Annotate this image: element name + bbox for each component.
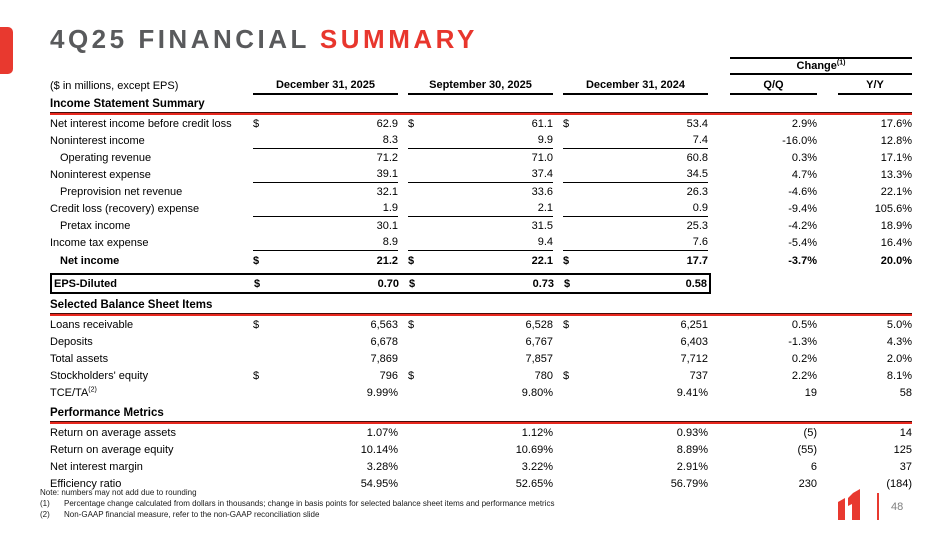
footnote-ref: (2) <box>88 385 97 393</box>
table-row <box>50 132 912 149</box>
cell-value: 8.89% <box>676 443 708 456</box>
cell-value: 7.6 <box>692 236 708 248</box>
row-label: Return on average equity <box>50 443 174 456</box>
column-header-qq: Q/Q <box>730 79 817 95</box>
cell-qq: 0.2% <box>791 352 817 365</box>
cell-yy: 20.0% <box>880 254 912 267</box>
row-label: Total assets <box>50 352 109 365</box>
cell-yy: (184) <box>886 477 912 490</box>
row-label: Stockholders' equity <box>50 369 149 382</box>
cell-value: 7,857 <box>525 352 553 365</box>
cell-value: 52.65% <box>515 477 553 490</box>
table-row <box>50 217 912 234</box>
cell-qq: 19 <box>804 386 817 399</box>
row-label: Preprovision net revenue <box>60 185 183 198</box>
cell-qq: -9.4% <box>788 202 817 215</box>
cell-value: 62.9 <box>376 117 398 130</box>
footnote-2 <box>40 509 555 520</box>
dollar-sign: $ <box>253 318 260 331</box>
cell-yy: 105.6% <box>874 202 912 215</box>
cell-qq: -16.0% <box>782 134 817 147</box>
cell-value: 37.4 <box>531 168 553 180</box>
dollar-sign: $ <box>563 369 570 382</box>
table-row-net-income <box>50 251 912 270</box>
dollar-sign: $ <box>254 277 261 290</box>
cell-value: 2.1 <box>537 202 553 214</box>
cell-value: 25.3 <box>686 219 708 232</box>
cell-qq: -4.2% <box>788 219 817 232</box>
footnote-text: Non-GAAP financial measure, refer to the non-GAAP reconciliation slide <box>64 510 320 519</box>
cell-value: 6,767 <box>525 335 553 348</box>
table-row <box>50 115 912 132</box>
table-row <box>50 333 912 350</box>
table-row <box>50 350 912 367</box>
column-header-yy: Y/Y <box>838 79 912 95</box>
cell-value: 21.2 <box>376 254 398 267</box>
cell-value: 9.9 <box>537 134 553 146</box>
cell-value: 34.5 <box>686 168 708 180</box>
cell-value: 60.8 <box>686 151 708 164</box>
cell-value: 0.70 <box>377 277 399 290</box>
cell-value: 1.12% <box>521 426 553 439</box>
cell-value: 10.69% <box>515 443 553 456</box>
section-performance-metrics <box>50 406 912 424</box>
page-number: 48 <box>891 501 904 513</box>
column-header-dec-2025: December 31, 2025 <box>253 79 398 95</box>
cell-yy: 5.0% <box>886 318 912 331</box>
table-row-eps-diluted <box>50 273 912 294</box>
table-row <box>50 200 912 217</box>
cell-value: 17.7 <box>686 254 708 267</box>
cell-value: 26.3 <box>686 185 708 198</box>
page-title <box>50 24 478 55</box>
cell-value: 0.93% <box>676 426 708 439</box>
units-note: ($ in millions, except EPS) <box>50 80 179 92</box>
cell-yy: 125 <box>893 443 912 456</box>
row-label: Return on average assets <box>50 426 176 439</box>
row-label: Operating revenue <box>60 151 152 164</box>
dollar-sign: $ <box>563 254 570 267</box>
cell-yy: 17.6% <box>880 117 912 130</box>
cell-yy: 4.3% <box>886 335 912 348</box>
cell-value: 61.1 <box>531 117 553 130</box>
cell-yy: 12.8% <box>880 134 912 147</box>
table-row <box>50 424 912 441</box>
cell-qq: 2.9% <box>791 117 817 130</box>
dollar-sign: $ <box>253 369 260 382</box>
section-title: Income Statement Summary <box>50 98 205 110</box>
cell-value: 0.58 <box>685 277 707 290</box>
cell-qq: 6 <box>810 460 817 473</box>
dollar-sign: $ <box>408 369 415 382</box>
page-title-red: SUMMARY <box>319 24 478 54</box>
table-row <box>50 149 912 166</box>
financial-summary-table <box>50 57 912 492</box>
dollar-sign: $ <box>408 254 415 267</box>
cell-value: 0.73 <box>532 277 554 290</box>
cell-value: 1.9 <box>382 202 398 214</box>
cell-qq: -4.6% <box>788 185 817 198</box>
cell-qq: 230 <box>798 477 817 490</box>
row-label: Net income <box>60 254 120 267</box>
cell-qq: 4.7% <box>791 168 817 181</box>
footer-divider <box>877 493 879 520</box>
column-header-sep-2025: September 30, 2025 <box>408 79 553 95</box>
table-row <box>50 316 912 333</box>
cell-value: 1.07% <box>366 426 398 439</box>
cell-value: 53.4 <box>686 117 708 130</box>
cell-qq: 0.3% <box>791 151 817 164</box>
table-row <box>50 183 912 200</box>
row-label: Credit loss (recovery) expense <box>50 202 200 215</box>
cell-yy: 17.1% <box>880 151 912 164</box>
cell-value: 30.1 <box>376 219 398 232</box>
cell-value: 32.1 <box>376 185 398 198</box>
cell-value: 7.4 <box>692 134 708 146</box>
cell-value: 8.9 <box>382 236 398 248</box>
change-header-row <box>50 57 912 75</box>
change-column-group-header <box>730 57 912 75</box>
cell-value: 6,678 <box>370 335 398 348</box>
cell-yy: 2.0% <box>886 352 912 365</box>
dollar-sign: $ <box>563 117 570 130</box>
slide-accent-tab <box>0 27 13 74</box>
cell-yy: 37 <box>899 460 912 473</box>
cell-yy: 13.3% <box>880 168 912 181</box>
row-label: Pretax income <box>60 219 131 232</box>
cell-value: 796 <box>379 369 398 382</box>
cell-value: 9.99% <box>366 386 398 399</box>
row-label: Noninterest expense <box>50 168 151 181</box>
footnote-text: Percentage change calculated from dollars in thousands; change in basis points for selected balance sheet items and performance metrics <box>64 499 555 508</box>
cell-value: 6,563 <box>370 318 398 331</box>
cell-value: 56.79% <box>670 477 708 490</box>
dollar-sign: $ <box>409 277 416 290</box>
footnote-number: (2) <box>40 510 50 519</box>
row-label: Deposits <box>50 335 93 348</box>
dollar-sign: $ <box>253 254 260 267</box>
footnotes <box>40 487 555 520</box>
column-header-row <box>50 75 912 95</box>
cell-yy: 14 <box>899 426 912 439</box>
cell-yy: 22.1% <box>880 185 912 198</box>
cell-value: 22.1 <box>531 254 553 267</box>
cell-value: 7,869 <box>370 352 398 365</box>
dollar-sign: $ <box>253 117 260 130</box>
dollar-sign: $ <box>408 318 415 331</box>
cell-yy: 8.1% <box>886 369 912 382</box>
company-logo-mark <box>838 489 871 525</box>
row-label: Net interest margin <box>50 460 143 473</box>
cell-qq: (5) <box>803 426 817 439</box>
row-label: Noninterest income <box>50 134 145 147</box>
cell-value: 8.3 <box>382 134 398 146</box>
cell-value: 780 <box>534 369 553 382</box>
dollar-sign: $ <box>408 117 415 130</box>
cell-yy: 16.4% <box>880 236 912 249</box>
change-label: Change <box>796 60 837 72</box>
dollar-sign: $ <box>563 318 570 331</box>
section-balance-sheet <box>50 298 912 316</box>
cell-qq: (55) <box>797 443 817 456</box>
cell-qq: -1.3% <box>788 335 817 348</box>
footnote-number: (1) <box>40 499 50 508</box>
cell-value: 9.80% <box>521 386 553 399</box>
page-title-gray: 4Q25 FINANCIAL <box>50 24 310 54</box>
column-header-dec-2024: December 31, 2024 <box>563 79 708 95</box>
row-label: Efficiency ratio <box>50 477 122 490</box>
row-label: Income tax expense <box>50 236 149 249</box>
cell-value: 6,528 <box>525 318 553 331</box>
table-row <box>50 166 912 183</box>
table-row <box>50 234 912 251</box>
cell-qq: 2.2% <box>791 369 817 382</box>
cell-yy: 58 <box>899 386 912 399</box>
cell-qq: -5.4% <box>788 236 817 249</box>
rounding-note: Note: numbers may not add due to rounding <box>40 488 197 497</box>
table-row <box>50 367 912 384</box>
cell-value: 9.41% <box>676 386 708 399</box>
eps-box <box>50 273 711 294</box>
cell-qq: 0.5% <box>791 318 817 331</box>
section-income-statement <box>50 97 912 115</box>
cell-value: 71.2 <box>376 151 398 164</box>
row-label: Loans receivable <box>50 318 134 331</box>
cell-yy: 18.9% <box>880 219 912 232</box>
cell-value: 7,712 <box>680 352 708 365</box>
cell-value: 31.5 <box>531 219 553 232</box>
cell-value: 737 <box>689 369 708 382</box>
row-label: EPS-Diluted <box>54 277 117 290</box>
cell-value: 71.0 <box>531 151 553 164</box>
cell-value: 3.28% <box>366 460 398 473</box>
cell-value: 9.4 <box>537 236 553 248</box>
change-footnote-ref: (1) <box>836 59 846 67</box>
cell-value: 6,403 <box>680 335 708 348</box>
section-title: Performance Metrics <box>50 407 164 419</box>
cell-value: 3.22% <box>521 460 553 473</box>
cell-qq: -3.7% <box>788 254 817 267</box>
table-row <box>50 458 912 475</box>
row-label: Net interest income before credit loss <box>50 117 232 130</box>
cell-value: 39.1 <box>376 168 398 180</box>
cell-value: 54.95% <box>360 477 398 490</box>
row-label: TCE/TA$^{(2)}$ <box>50 385 97 399</box>
table-row <box>50 384 912 401</box>
table-row <box>50 441 912 458</box>
footnote-1 <box>40 498 555 509</box>
section-title: Selected Balance Sheet Items <box>50 299 213 311</box>
cell-value: 33.6 <box>531 185 553 198</box>
cell-value: 10.14% <box>360 443 398 456</box>
dollar-sign: $ <box>564 277 571 290</box>
cell-value: 0.9 <box>692 202 708 214</box>
cell-value: 2.91% <box>676 460 708 473</box>
cell-value: 6,251 <box>680 318 708 331</box>
